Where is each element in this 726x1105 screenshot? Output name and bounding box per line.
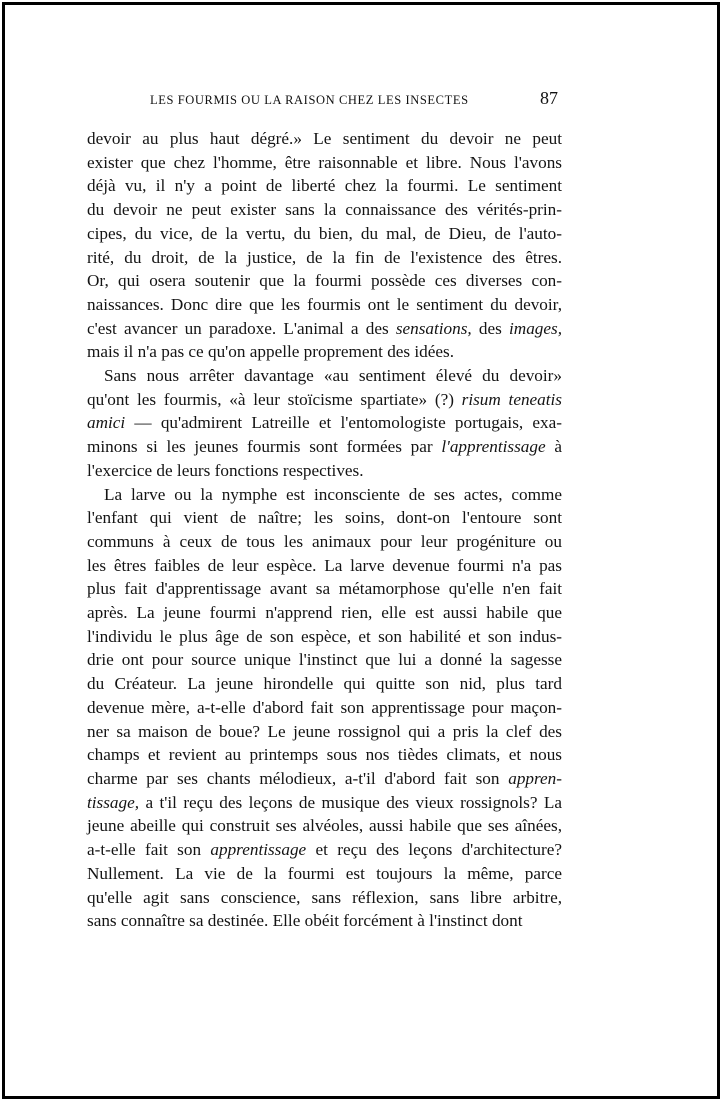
text-segment: plus fait d'apprentissage avant sa métamorphose qu'elle n'en fait [87,579,562,599]
text-segment: qu'elle agit sans conscience, sans réflexion, sans libre arbitre, [87,887,562,907]
text-segment: devoir au plus haut dégré.» Le sentiment du devoir ne peut [87,129,562,148]
text-segment: devenue mère, a-t-elle d'abord fait son apprentissage pour maçon- [87,697,562,717]
text-line [87,909,562,933]
text-line [87,269,562,293]
running-head: LES FOURMIS OU LA RAISON CHEZ LES INSECTES [150,93,469,107]
text-line [87,814,562,838]
text-line [87,483,562,507]
text-segment: a t'il reçu des leçons de musique des vieux rossignols? La [139,792,562,812]
text-line [87,222,562,246]
paragraph [87,364,562,483]
text-segment: sans connaître sa destinée. Elle obéit forcément à l'instinct dont [87,911,523,931]
text-line [87,174,562,198]
text-line [87,886,562,910]
text-line [87,506,562,530]
text-line [87,720,562,744]
text-line [87,577,562,601]
text-segment: a-t-elle fait son [87,840,211,860]
text-segment: communs à ceux de tous les animaux pour leur progéniture ou [87,531,562,551]
text-line [87,601,562,625]
text-line [87,435,562,459]
text-segment: c'est avancer un paradoxe. L'animal a des [87,318,396,338]
text-line [87,151,562,175]
italic-text: tissage, [87,792,140,812]
text-segment: qu'ont les fourmis, «à leur stoïcisme spartiate» (?) [87,389,462,409]
body-text [87,127,562,933]
text-segment: Or, qui osera soutenir que la fourmi possède ces diverses con- [87,271,562,291]
text-line [87,411,562,435]
text-segment: Sans nous arrêter davantage «au sentiment élevé du devoir» [104,366,562,386]
italic-text: apprentissage [210,840,307,860]
text-segment: La larve ou la nymphe est inconsciente de ses actes, comme [104,484,562,504]
text-line [87,459,562,483]
italic-text: risum teneatis [461,389,562,409]
text-line [87,293,562,317]
text-line [87,648,562,672]
paragraph [87,127,562,364]
text-segment: à [545,437,562,457]
text-line [87,767,562,791]
text-segment: charme par ses chants mélodieux, a-t'il d'abord fait son [87,768,509,788]
text-line [87,127,562,151]
text-line [87,317,562,341]
text-segment: et reçu des leçons d'architecture? [306,840,562,860]
text-segment: l'enfant qui vient de naître; les soins, dont-on l'entoure sont [87,508,562,528]
text-line [87,862,562,886]
text-segment: minons si les jeunes fourmis sont formées par [87,437,442,457]
text-segment: les êtres faibles de leur espèce. La larve devenue fourmi n'a pas [87,555,562,575]
text-line [87,364,562,388]
italic-text: images, [509,318,562,338]
italic-text: amici [87,413,126,433]
text-line [87,388,562,412]
text-line [87,340,562,364]
text-segment: Nullement. La vie de la fourmi est toujours la même, parce [87,863,562,883]
text-line [87,246,562,270]
text-segment: — qu'admirent Latreille et l'entomologiste portugais, exa- [125,413,562,433]
text-line [87,554,562,578]
text-segment: cipes, du vice, de la vertu, du bien, du mal, de Dieu, de l'auto- [87,223,562,243]
text-segment: l'individu le plus âge de son espèce, et son habilité et son indus- [87,626,562,646]
text-segment: ner sa maison de boue? Le jeune rossignol qui a pris la clef des [87,721,562,741]
text-segment: rité, du droit, de la justice, de la fin de l'existence des êtres. [87,247,562,267]
page-number: 87 [540,88,558,108]
text-line [87,530,562,554]
italic-text: sensations, [395,318,472,338]
text-line [87,696,562,720]
italic-text: appren- [508,768,562,788]
text-segment: du devoir ne peut exister sans la connaissance des vérités-prin- [87,200,562,220]
text-line [87,672,562,696]
text-segment: l'exercice de leurs fonctions respectives. [87,460,364,480]
text-line [87,198,562,222]
text-line [87,791,562,815]
text-segment: du Créateur. La jeune hirondelle qui quitte son nid, plus tard [87,674,562,694]
text-line [87,838,562,862]
text-segment: déjà vu, il n'y a point de liberté chez la fourmi. Le sentiment [87,176,562,196]
text-segment: après. La jeune fourmi n'apprend rien, elle est aussi habile que [87,603,562,623]
italic-text: l'apprentissage [441,437,546,457]
paragraph [87,483,562,933]
text-segment: champs et revient au printemps sous nos tièdes climats, et nous [87,745,562,765]
text-segment: exister que chez l'homme, être raisonnable et libre. Nous l'avons [87,152,562,172]
text-segment: drie ont pour source unique l'instinct que lui a donné la sagesse [87,650,562,670]
text-segment: naissances. Donc dire que les fourmis ont le sentiment du devoir, [87,294,562,314]
text-line [87,743,562,767]
text-line [87,625,562,649]
text-segment: jeune abeille qui construit ses alvéoles, aussi habile que ses aînées, [87,816,562,836]
text-segment: des [471,318,509,338]
text-segment: mais il n'a pas ce qu'on appelle proprement des idées. [87,342,455,362]
